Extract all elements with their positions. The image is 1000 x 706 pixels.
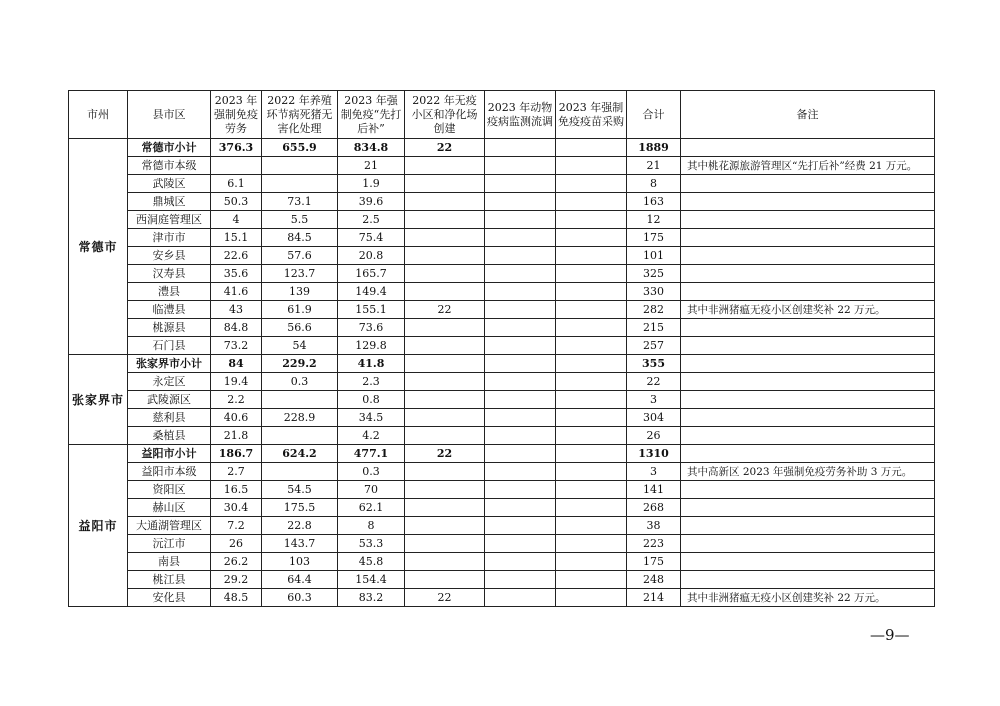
district-cell: 临澧县 — [128, 301, 211, 319]
subtotal-cell: 22 — [405, 445, 485, 463]
value-cell — [556, 265, 627, 283]
remark-cell — [681, 535, 935, 553]
value-cell: 165.7 — [338, 265, 405, 283]
value-cell: 4 — [211, 211, 262, 229]
value-cell: 21 — [338, 157, 405, 175]
value-cell: 129.8 — [338, 337, 405, 355]
value-cell: 38 — [627, 517, 681, 535]
value-cell — [405, 535, 485, 553]
value-cell: 2.5 — [338, 211, 405, 229]
district-cell: 武陵区 — [128, 175, 211, 193]
subtotal-cell: 41.8 — [338, 355, 405, 373]
value-cell — [485, 427, 556, 445]
header-cell: 2023 年强制免疫疫苗采购 — [556, 91, 627, 139]
table-row — [69, 535, 935, 553]
value-cell — [485, 319, 556, 337]
value-cell: 39.6 — [338, 193, 405, 211]
value-cell — [485, 373, 556, 391]
value-cell — [556, 301, 627, 319]
value-cell — [556, 499, 627, 517]
value-cell: 26 — [627, 427, 681, 445]
value-cell — [405, 463, 485, 481]
header-cell: 市州 — [69, 91, 128, 139]
value-cell — [405, 157, 485, 175]
value-cell: 43 — [211, 301, 262, 319]
subtotal-label: 益阳市小计 — [128, 445, 211, 463]
table-row — [69, 283, 935, 301]
district-cell: 澧县 — [128, 283, 211, 301]
table-row — [69, 157, 935, 175]
district-cell: 西洞庭管理区 — [128, 211, 211, 229]
value-cell: 175 — [627, 229, 681, 247]
city-cell: 益阳市 — [69, 445, 128, 607]
value-cell: 155.1 — [338, 301, 405, 319]
value-cell: 84.8 — [211, 319, 262, 337]
remark-cell — [681, 553, 935, 571]
value-cell: 30.4 — [211, 499, 262, 517]
value-cell: 4.2 — [338, 427, 405, 445]
value-cell — [556, 481, 627, 499]
value-cell: 2.2 — [211, 391, 262, 409]
value-cell — [485, 229, 556, 247]
value-cell: 22 — [405, 589, 485, 607]
remark-cell — [681, 481, 935, 499]
value-cell — [556, 247, 627, 265]
value-cell: 3 — [627, 391, 681, 409]
value-cell — [556, 571, 627, 589]
table-row — [69, 211, 935, 229]
header-cell: 合计 — [627, 91, 681, 139]
remark-cell — [681, 265, 935, 283]
value-cell — [211, 157, 262, 175]
value-cell: 139 — [262, 283, 338, 301]
district-cell: 桑植县 — [128, 427, 211, 445]
value-cell: 22.6 — [211, 247, 262, 265]
value-cell: 175.5 — [262, 499, 338, 517]
subtotal-cell: 1310 — [627, 445, 681, 463]
value-cell — [556, 463, 627, 481]
funding-table — [68, 90, 935, 607]
value-cell: 35.6 — [211, 265, 262, 283]
value-cell: 175 — [627, 553, 681, 571]
value-cell: 0.3 — [262, 373, 338, 391]
value-cell: 21.8 — [211, 427, 262, 445]
value-cell: 330 — [627, 283, 681, 301]
value-cell — [262, 157, 338, 175]
value-cell — [556, 427, 627, 445]
value-cell — [405, 517, 485, 535]
value-cell: 8 — [627, 175, 681, 193]
value-cell — [485, 517, 556, 535]
remark-cell — [681, 337, 935, 355]
remark-cell: 其中非洲猪瘟无疫小区创建奖补 22 万元。 — [681, 301, 935, 319]
value-cell — [405, 553, 485, 571]
value-cell — [556, 589, 627, 607]
remark-cell — [681, 247, 935, 265]
value-cell: 123.7 — [262, 265, 338, 283]
district-cell: 石门县 — [128, 337, 211, 355]
remark-cell — [681, 427, 935, 445]
remark-cell — [681, 499, 935, 517]
district-cell: 桃源县 — [128, 319, 211, 337]
value-cell — [485, 391, 556, 409]
value-cell: 257 — [627, 337, 681, 355]
value-cell: 64.4 — [262, 571, 338, 589]
remark-cell: 其中非洲猪瘟无疫小区创建奖补 22 万元。 — [681, 589, 935, 607]
subtotal-row — [69, 355, 935, 373]
remark-cell — [681, 517, 935, 535]
header-row — [69, 91, 935, 139]
value-cell: 62.1 — [338, 499, 405, 517]
value-cell: 163 — [627, 193, 681, 211]
subtotal-cell: 477.1 — [338, 445, 405, 463]
value-cell: 41.6 — [211, 283, 262, 301]
table-row — [69, 193, 935, 211]
value-cell: 45.8 — [338, 553, 405, 571]
remark-cell — [681, 373, 935, 391]
value-cell: 26 — [211, 535, 262, 553]
value-cell — [485, 589, 556, 607]
value-cell: 56.6 — [262, 319, 338, 337]
table-row — [69, 481, 935, 499]
subtotal-row — [69, 445, 935, 463]
header-cell: 2023 年强制免疫劳务 — [211, 91, 262, 139]
value-cell: 2.3 — [338, 373, 405, 391]
value-cell: 73.6 — [338, 319, 405, 337]
subtotal-cell: 229.2 — [262, 355, 338, 373]
value-cell: 228.9 — [262, 409, 338, 427]
value-cell — [556, 373, 627, 391]
value-cell — [405, 373, 485, 391]
table-row — [69, 589, 935, 607]
value-cell — [485, 175, 556, 193]
value-cell — [556, 283, 627, 301]
table-row — [69, 301, 935, 319]
district-cell: 沅江市 — [128, 535, 211, 553]
value-cell: 53.3 — [338, 535, 405, 553]
header-cell: 县市区 — [128, 91, 211, 139]
value-cell: 29.2 — [211, 571, 262, 589]
value-cell — [262, 427, 338, 445]
remark-cell — [681, 211, 935, 229]
value-cell — [485, 193, 556, 211]
value-cell — [405, 283, 485, 301]
district-cell: 赫山区 — [128, 499, 211, 517]
value-cell: 248 — [627, 571, 681, 589]
value-cell: 0.3 — [338, 463, 405, 481]
remark-cell — [681, 571, 935, 589]
value-cell: 214 — [627, 589, 681, 607]
table-row — [69, 427, 935, 445]
subtotal-cell: 376.3 — [211, 139, 262, 157]
subtotal-cell — [556, 139, 627, 157]
district-cell: 慈利县 — [128, 409, 211, 427]
value-cell — [485, 337, 556, 355]
district-cell: 津市市 — [128, 229, 211, 247]
table-row — [69, 391, 935, 409]
value-cell — [405, 229, 485, 247]
value-cell: 48.5 — [211, 589, 262, 607]
subtotal-label: 常德市小计 — [128, 139, 211, 157]
value-cell — [556, 157, 627, 175]
table-row — [69, 229, 935, 247]
value-cell: 22 — [627, 373, 681, 391]
district-cell: 大通湖管理区 — [128, 517, 211, 535]
value-cell: 19.4 — [211, 373, 262, 391]
value-cell — [405, 499, 485, 517]
table-body — [69, 139, 935, 607]
value-cell: 1.9 — [338, 175, 405, 193]
value-cell: 0.8 — [338, 391, 405, 409]
value-cell: 75.4 — [338, 229, 405, 247]
district-cell: 常德市本级 — [128, 157, 211, 175]
header-cell: 备注 — [681, 91, 935, 139]
value-cell — [405, 193, 485, 211]
subtotal-label: 张家界市小计 — [128, 355, 211, 373]
remark-cell — [681, 283, 935, 301]
remark-cell — [681, 175, 935, 193]
value-cell: 149.4 — [338, 283, 405, 301]
district-cell: 桃江县 — [128, 571, 211, 589]
page-number: —9— — [870, 626, 910, 644]
subtotal-row — [69, 139, 935, 157]
value-cell — [405, 481, 485, 499]
value-cell — [262, 175, 338, 193]
value-cell: 20.8 — [338, 247, 405, 265]
value-cell — [262, 391, 338, 409]
table-row — [69, 517, 935, 535]
subtotal-cell: 22 — [405, 139, 485, 157]
subtotal-cell — [485, 139, 556, 157]
district-cell: 武陵源区 — [128, 391, 211, 409]
value-cell — [405, 319, 485, 337]
subtotal-cell — [485, 445, 556, 463]
value-cell: 282 — [627, 301, 681, 319]
value-cell: 84.5 — [262, 229, 338, 247]
value-cell: 2.7 — [211, 463, 262, 481]
value-cell — [485, 265, 556, 283]
value-cell: 3 — [627, 463, 681, 481]
value-cell — [405, 391, 485, 409]
value-cell — [485, 481, 556, 499]
table-row — [69, 337, 935, 355]
table-row — [69, 499, 935, 517]
value-cell — [485, 463, 556, 481]
subtotal-cell: 355 — [627, 355, 681, 373]
value-cell — [556, 553, 627, 571]
value-cell — [405, 265, 485, 283]
value-cell: 304 — [627, 409, 681, 427]
value-cell: 26.2 — [211, 553, 262, 571]
value-cell — [485, 247, 556, 265]
value-cell — [485, 211, 556, 229]
header-cell: 2022 年养殖环节病死猪无害化处理 — [262, 91, 338, 139]
subtotal-cell: 834.8 — [338, 139, 405, 157]
value-cell — [556, 337, 627, 355]
value-cell — [405, 409, 485, 427]
value-cell: 215 — [627, 319, 681, 337]
value-cell: 70 — [338, 481, 405, 499]
value-cell — [405, 175, 485, 193]
header-cell: 2022 年无疫小区和净化场创建 — [405, 91, 485, 139]
district-cell: 安化县 — [128, 589, 211, 607]
value-cell: 154.4 — [338, 571, 405, 589]
remark-cell — [681, 391, 935, 409]
subtotal-cell: 84 — [211, 355, 262, 373]
value-cell — [556, 175, 627, 193]
value-cell: 12 — [627, 211, 681, 229]
value-cell: 141 — [627, 481, 681, 499]
value-cell — [405, 211, 485, 229]
header-cell: 2023 年强制免疫“先打后补” — [338, 91, 405, 139]
value-cell: 101 — [627, 247, 681, 265]
remark-cell: 其中高新区 2023 年强制免疫劳务补助 3 万元。 — [681, 463, 935, 481]
remark-cell — [681, 193, 935, 211]
value-cell — [405, 247, 485, 265]
table-row — [69, 463, 935, 481]
district-cell: 资阳区 — [128, 481, 211, 499]
subtotal-cell — [485, 355, 556, 373]
value-cell — [485, 409, 556, 427]
table-row — [69, 265, 935, 283]
value-cell: 22 — [405, 301, 485, 319]
value-cell: 73.2 — [211, 337, 262, 355]
value-cell: 21 — [627, 157, 681, 175]
remark-cell — [681, 229, 935, 247]
subtotal-cell — [681, 139, 935, 157]
value-cell — [485, 499, 556, 517]
value-cell: 54.5 — [262, 481, 338, 499]
district-cell: 鼎城区 — [128, 193, 211, 211]
subtotal-cell — [405, 355, 485, 373]
value-cell: 61.9 — [262, 301, 338, 319]
value-cell — [556, 193, 627, 211]
value-cell — [556, 517, 627, 535]
value-cell — [485, 283, 556, 301]
value-cell — [405, 337, 485, 355]
value-cell — [485, 553, 556, 571]
value-cell: 73.1 — [262, 193, 338, 211]
value-cell — [485, 535, 556, 553]
table-row — [69, 319, 935, 337]
subtotal-cell — [556, 355, 627, 373]
district-cell: 永定区 — [128, 373, 211, 391]
table-row — [69, 373, 935, 391]
value-cell — [405, 571, 485, 589]
subtotal-cell — [681, 445, 935, 463]
value-cell — [556, 319, 627, 337]
value-cell: 268 — [627, 499, 681, 517]
value-cell: 57.6 — [262, 247, 338, 265]
value-cell: 16.5 — [211, 481, 262, 499]
value-cell: 223 — [627, 535, 681, 553]
value-cell — [485, 301, 556, 319]
value-cell: 103 — [262, 553, 338, 571]
subtotal-cell: 186.7 — [211, 445, 262, 463]
subtotal-cell: 1889 — [627, 139, 681, 157]
subtotal-cell — [681, 355, 935, 373]
table-row — [69, 247, 935, 265]
district-cell: 安乡县 — [128, 247, 211, 265]
table-row — [69, 571, 935, 589]
city-cell: 常德市 — [69, 139, 128, 355]
value-cell: 6.1 — [211, 175, 262, 193]
value-cell: 5.5 — [262, 211, 338, 229]
value-cell — [556, 211, 627, 229]
table-row — [69, 553, 935, 571]
district-cell: 南县 — [128, 553, 211, 571]
value-cell: 15.1 — [211, 229, 262, 247]
value-cell: 50.3 — [211, 193, 262, 211]
remark-cell — [681, 409, 935, 427]
district-cell: 汉寿县 — [128, 265, 211, 283]
subtotal-cell — [556, 445, 627, 463]
remark-cell: 其中桃花源旅游管理区“先打后补”经费 21 万元。 — [681, 157, 935, 175]
table-row — [69, 175, 935, 193]
city-cell: 张家界市 — [69, 355, 128, 445]
value-cell: 60.3 — [262, 589, 338, 607]
district-cell: 益阳市本级 — [128, 463, 211, 481]
value-cell — [556, 229, 627, 247]
value-cell — [556, 391, 627, 409]
subtotal-cell: 655.9 — [262, 139, 338, 157]
value-cell — [485, 571, 556, 589]
value-cell: 8 — [338, 517, 405, 535]
value-cell: 143.7 — [262, 535, 338, 553]
header-cell: 2023 年动物疫病监测流调 — [485, 91, 556, 139]
value-cell: 7.2 — [211, 517, 262, 535]
value-cell — [556, 409, 627, 427]
table-row — [69, 409, 935, 427]
value-cell: 40.6 — [211, 409, 262, 427]
value-cell: 83.2 — [338, 589, 405, 607]
value-cell: 34.5 — [338, 409, 405, 427]
value-cell — [485, 157, 556, 175]
subtotal-cell: 624.2 — [262, 445, 338, 463]
value-cell — [405, 427, 485, 445]
remark-cell — [681, 319, 935, 337]
value-cell: 22.8 — [262, 517, 338, 535]
value-cell — [556, 535, 627, 553]
value-cell — [262, 463, 338, 481]
value-cell: 325 — [627, 265, 681, 283]
value-cell: 54 — [262, 337, 338, 355]
